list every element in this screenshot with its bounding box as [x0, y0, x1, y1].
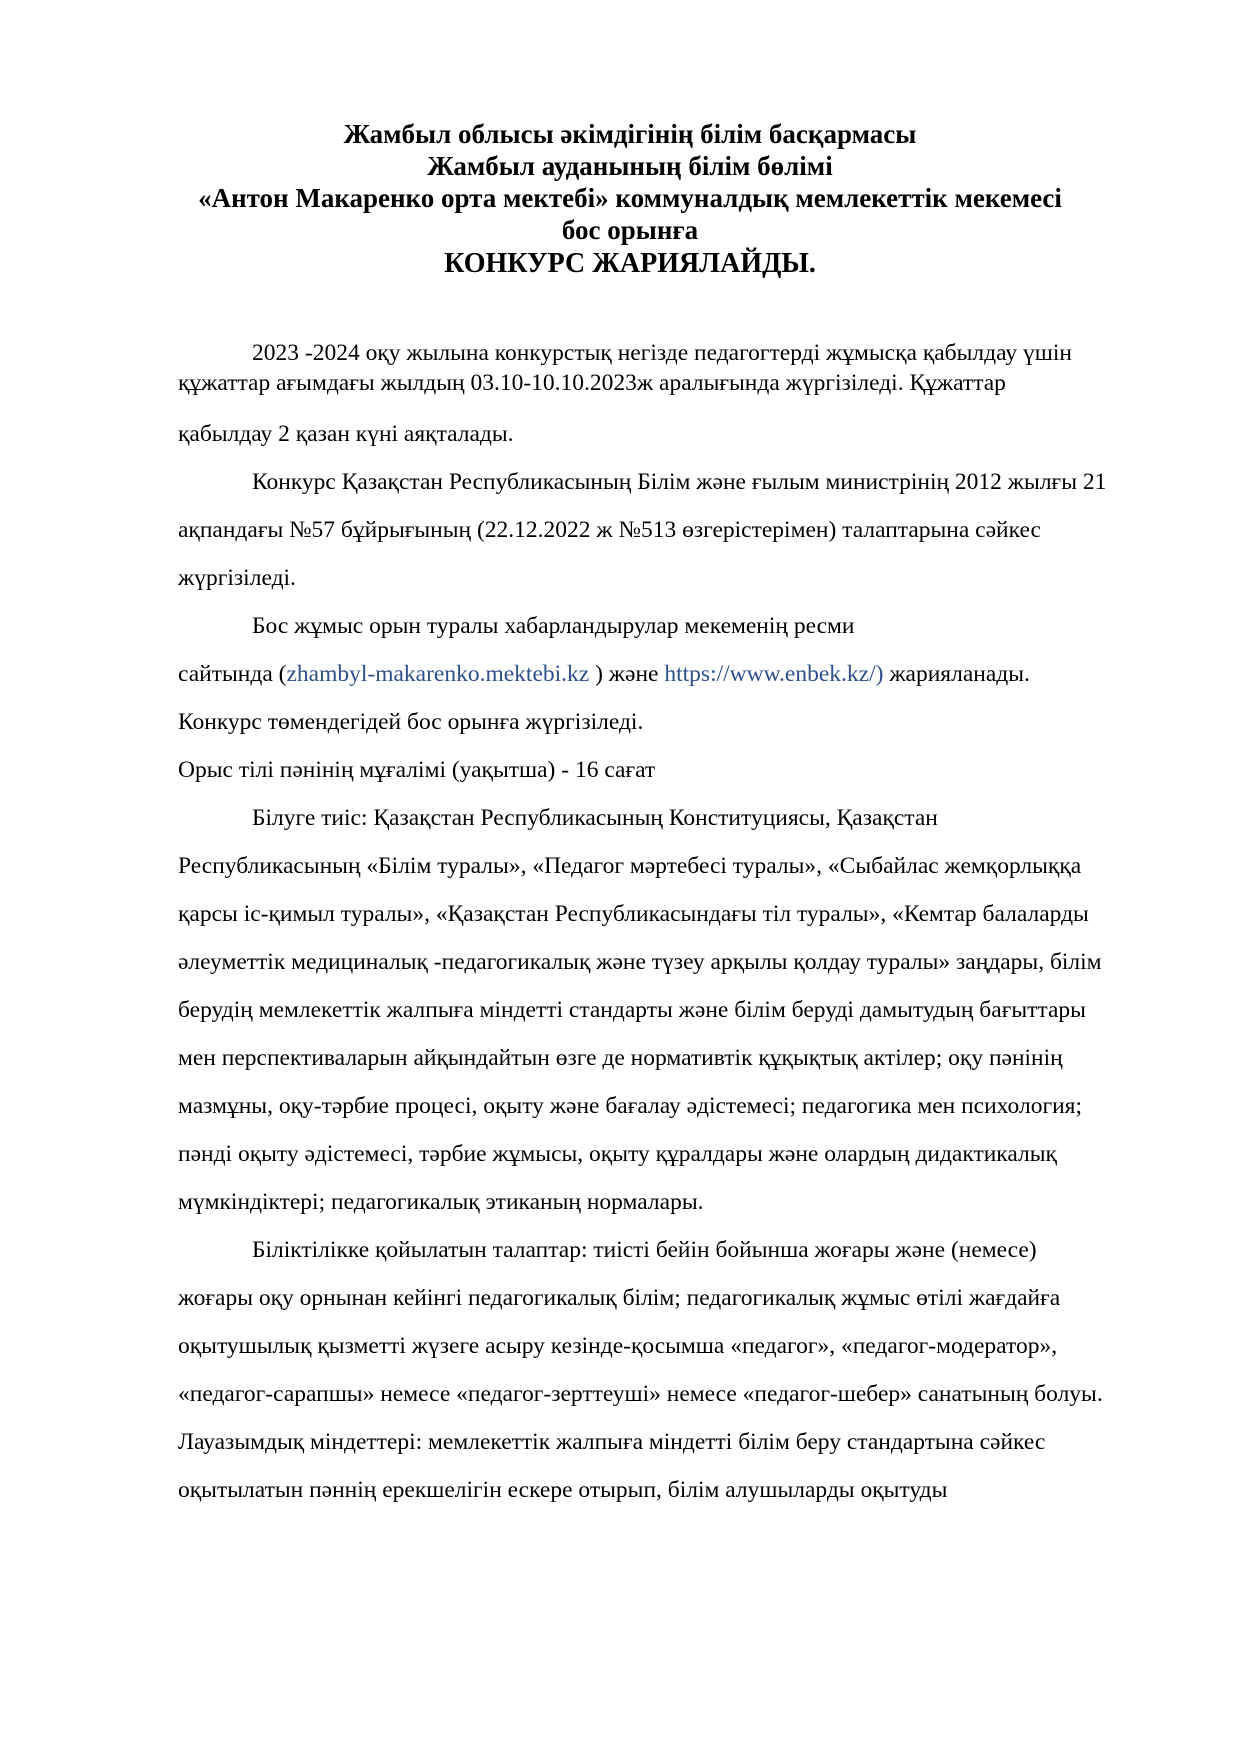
paragraph-regulation: Конкурс Қазақстан Республикасының Білім және ғылым министрінің 2012 жылғы 21 ақпандағы №57 бұйрығының (22.12.2022 ж №513 өзгерістерімен) талаптарына сәйкес жүргізіледі. — [178, 469, 1107, 591]
paragraph-contest-intro: Конкурс төмендегідей бос орынға жүргізіледі. — [178, 709, 644, 735]
paragraph-deadline: қабылдау 2 қазан күні аяқталады. — [178, 421, 514, 447]
site-middle-text: ) және — [589, 661, 665, 687]
header-line-school-name: «Антон Макаренко орта мектебі» коммуналдық мемлекеттік мекемесі — [198, 183, 1062, 213]
header-line-vacancy: бос орынға — [561, 215, 699, 245]
header-line-district-department: Жамбыл ауданының білім бөлімі — [427, 151, 833, 181]
enbek-site-link[interactable]: https://www.enbek.kz/) — [664, 661, 884, 687]
header-line-education-department: Жамбыл облысы әкімдігінің білім басқармасы — [343, 119, 917, 149]
school-site-link[interactable]: zhambyl-makarenko.mektebi.kz — [286, 661, 590, 687]
document-header — [130, 118, 1130, 280]
paragraph-job-duties: Лауазымдық міндеттері: мемлекеттік жалпыға міндетті білім беру стандартына сәйкес оқытылатын пәннің ерекшелігін ескере отырып, білім алушыларды оқытуды — [178, 1429, 1046, 1503]
page-title: КОНКУРС ЖАРИЯЛАЙДЫ. — [444, 248, 816, 279]
site-prefix-text: сайтында ( — [178, 661, 287, 687]
paragraph-announcement: Бос жұмыс орын туралы хабарландырулар мекеменің ресми — [252, 613, 855, 639]
paragraph-announcement-sites — [178, 650, 1108, 698]
paragraph-dates: 2023 -2024 оқу жылына конкурстық негізде педагогтерді жұмысқа қабылдау үшін құжаттар ағымдағы жылдың 03.10-10.10.2023ж аралығында жүргізіледі. Құжаттар — [178, 340, 1072, 396]
paragraph-qualification-requirements: Біліктілікке қойылатын талаптар: тиісті бейін бойынша жоғары және (немесе) жоғары оқу орнынан кейінгі педагогикалық білім; педагогикалық жұмыс өтілі жағдайға оқытушылық қызметті жүзеге асыру кезінде-қосымша «педагог», «педагог-модератор», «педагог-сарапшы» немесе «педагог-зерттеуші» немесе «педагог-шебер» санатының болуы. — [178, 1237, 1103, 1407]
vacancy-position: Орыс тілі пәнінің мұғалімі (уақытша) - 16 сағат — [178, 757, 656, 783]
site-suffix-text: жарияланады. — [883, 661, 1030, 687]
document-body — [178, 338, 1108, 1514]
paragraph-must-know: Білуге тиіс: Қазақстан Республикасының Конституциясы, Қазақстан Республикасының «Білім туралы», «Педагог мәртебесі туралы», «Сыбайлас жемқорлыққа қарсы іс-қимыл туралы», «Қазақстан Республикасындағы тіл туралы», «Кемтар балаларды әлеуметтік медициналық -педагогикалық және түзеу арқылы қолдау туралы» заңдары, білім берудің мемлекеттік жалпыға міндетті стандарты және білім беруді дамытудың бағыттары мен перспективаларын айқындайтын өзге де нормативтік құқықтық актілер; оқу пәнінің мазмұны, оқу-тәрбие процесі, оқыту және бағалау әдістемесі; педагогика мен психология; пәнді оқыту әдістемесі, тәрбие жұмысы, оқыту құралдары және олардың дидактикалық мүмкіндіктері; педагогикалық этиканың нормалары. — [178, 805, 1102, 1215]
